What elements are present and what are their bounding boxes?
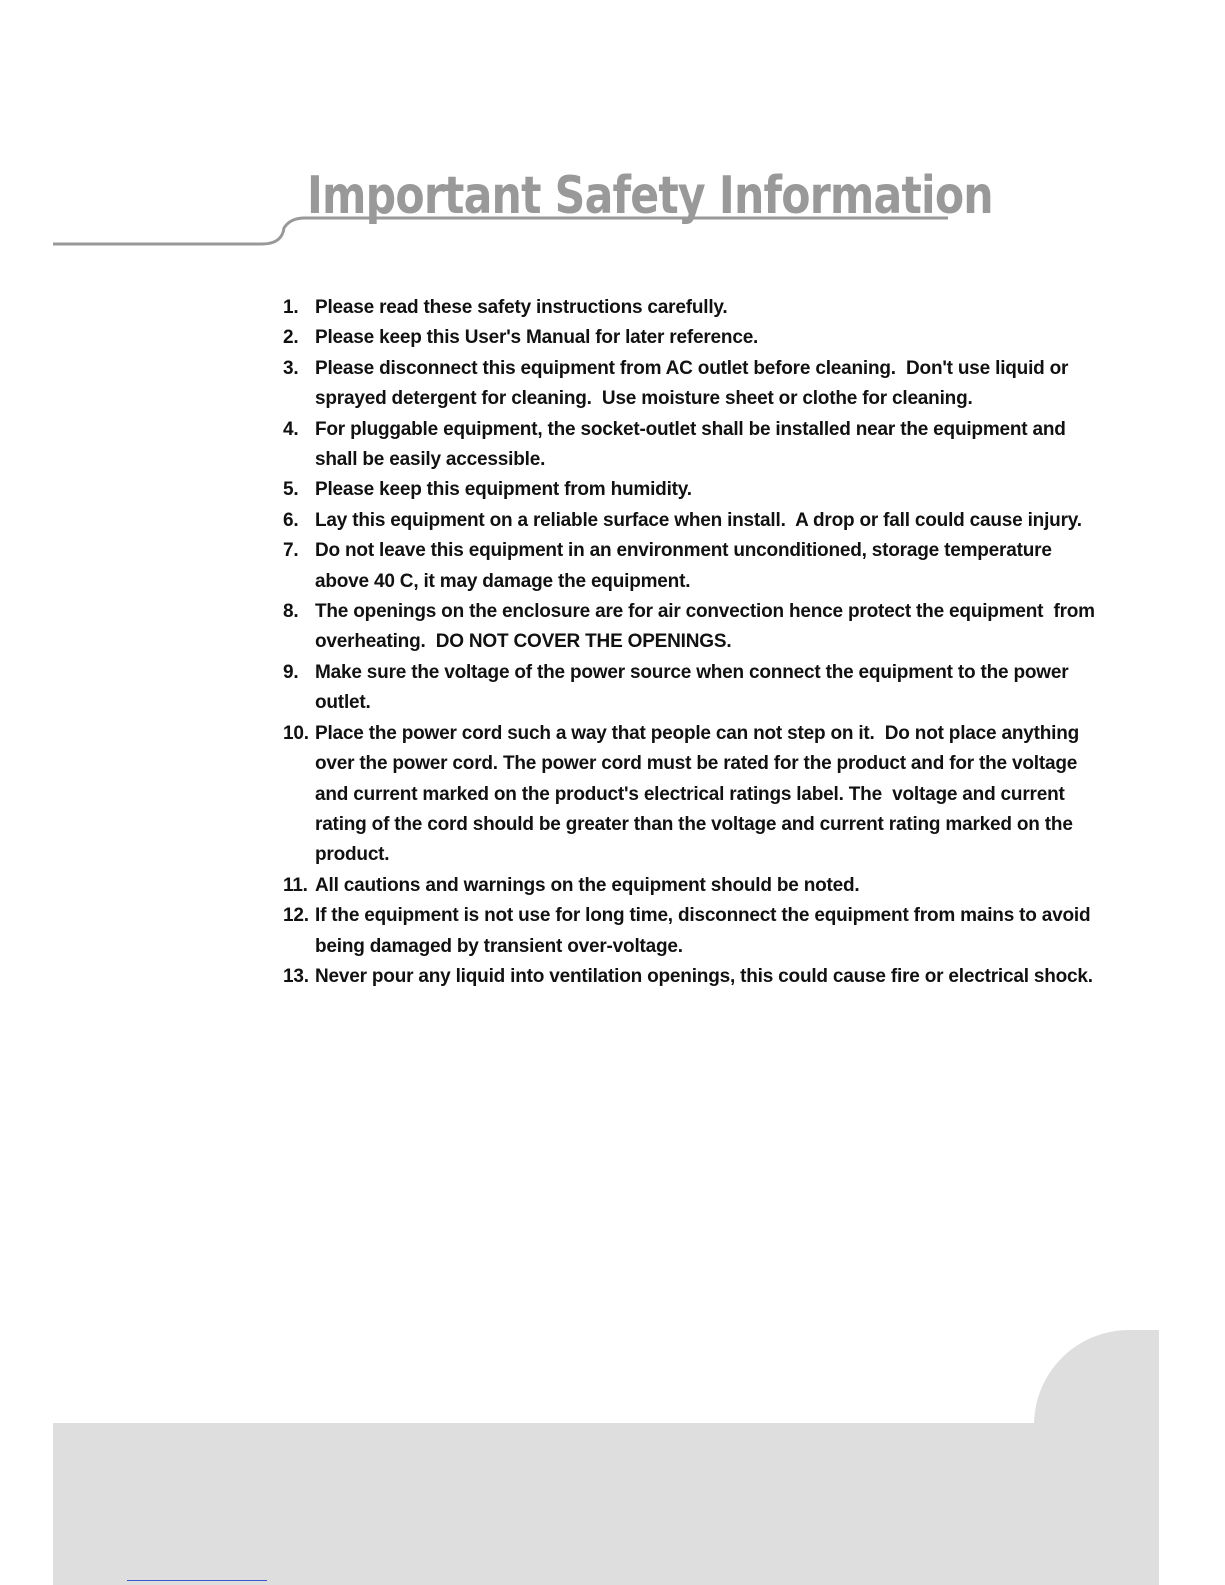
item-number: 13. bbox=[283, 965, 309, 987]
safety-item bbox=[283, 354, 1103, 415]
item-text: Do not leave this equipment in an environment unconditioned, storage temperature above 40 C, it may damage the equipment. bbox=[315, 540, 1057, 592]
item-text: Please disconnect this equipment from AC outlet before cleaning. Don't use liquid or sprayed detergent for cleaning. Use moisture sheet or clothe for cleaning. bbox=[315, 357, 1074, 410]
safety-item bbox=[283, 415, 1103, 476]
item-number: 8. bbox=[283, 601, 299, 623]
item-number: 6. bbox=[283, 509, 299, 531]
item-number: 5. bbox=[283, 479, 299, 501]
footer-divider bbox=[127, 1580, 267, 1581]
item-text: Place the power cord such a way that people can not step on it. Do not place anything over the power cord. The power cord must be rated for the product and for the voltage and current marked on the product's electrical ratings label. The voltage and current rating of the cord should be greater than the voltage and current rating marked on the product. bbox=[315, 722, 1085, 866]
item-text: All cautions and warnings on the equipment should be noted. bbox=[315, 874, 860, 896]
item-number: 7. bbox=[283, 540, 299, 562]
safety-item bbox=[283, 536, 1103, 597]
item-number: 2. bbox=[283, 327, 299, 349]
item-number: 11. bbox=[283, 874, 308, 896]
item-text: Please read these safety instructions carefully. bbox=[315, 297, 728, 318]
item-text: For pluggable equipment, the socket-outlet shall be installed near the equipment and shall be easily accessible. bbox=[315, 418, 1071, 471]
page-title: Important Safety Information bbox=[307, 166, 993, 226]
safety-item bbox=[283, 719, 1103, 871]
item-number: 12. bbox=[283, 905, 309, 927]
safety-item bbox=[283, 506, 1103, 536]
item-number: 10. bbox=[283, 722, 309, 744]
safety-item bbox=[283, 597, 1103, 658]
item-text: Never pour any liquid into ventilation openings, this could cause fire or electrical shock. bbox=[315, 965, 1093, 987]
safety-item bbox=[283, 323, 1103, 353]
item-number: 9. bbox=[283, 661, 299, 683]
item-text: Make sure the voltage of the power source when connect the equipment to the power outlet. bbox=[315, 661, 1074, 714]
safety-item bbox=[283, 293, 1103, 323]
page-corner-tab bbox=[1034, 1330, 1159, 1430]
safety-item bbox=[283, 962, 1103, 992]
footer-band bbox=[53, 1423, 1159, 1585]
safety-item bbox=[283, 871, 1103, 901]
item-text: Please keep this User's Manual for later reference. bbox=[315, 327, 759, 349]
item-text: Lay this equipment on a reliable surface when install. A drop or fall could cause injury. bbox=[315, 509, 1082, 531]
safety-item bbox=[283, 475, 1103, 505]
safety-item bbox=[283, 658, 1103, 719]
item-text: The openings on the enclosure are for air convection hence protect the equipment from overheating. DO NOT COVER THE OPENINGS. bbox=[315, 601, 1100, 653]
item-number: 1. bbox=[283, 297, 299, 318]
item-number: 4. bbox=[283, 418, 299, 440]
item-text: Please keep this equipment from humidity. bbox=[315, 479, 692, 501]
safety-item bbox=[283, 901, 1103, 962]
safety-instructions-list bbox=[283, 293, 1103, 992]
item-number: 3. bbox=[283, 357, 299, 379]
item-text: If the equipment is not use for long time, disconnect the equipment from mains to avoid being damaged by transient over-voltage. bbox=[315, 905, 1096, 957]
